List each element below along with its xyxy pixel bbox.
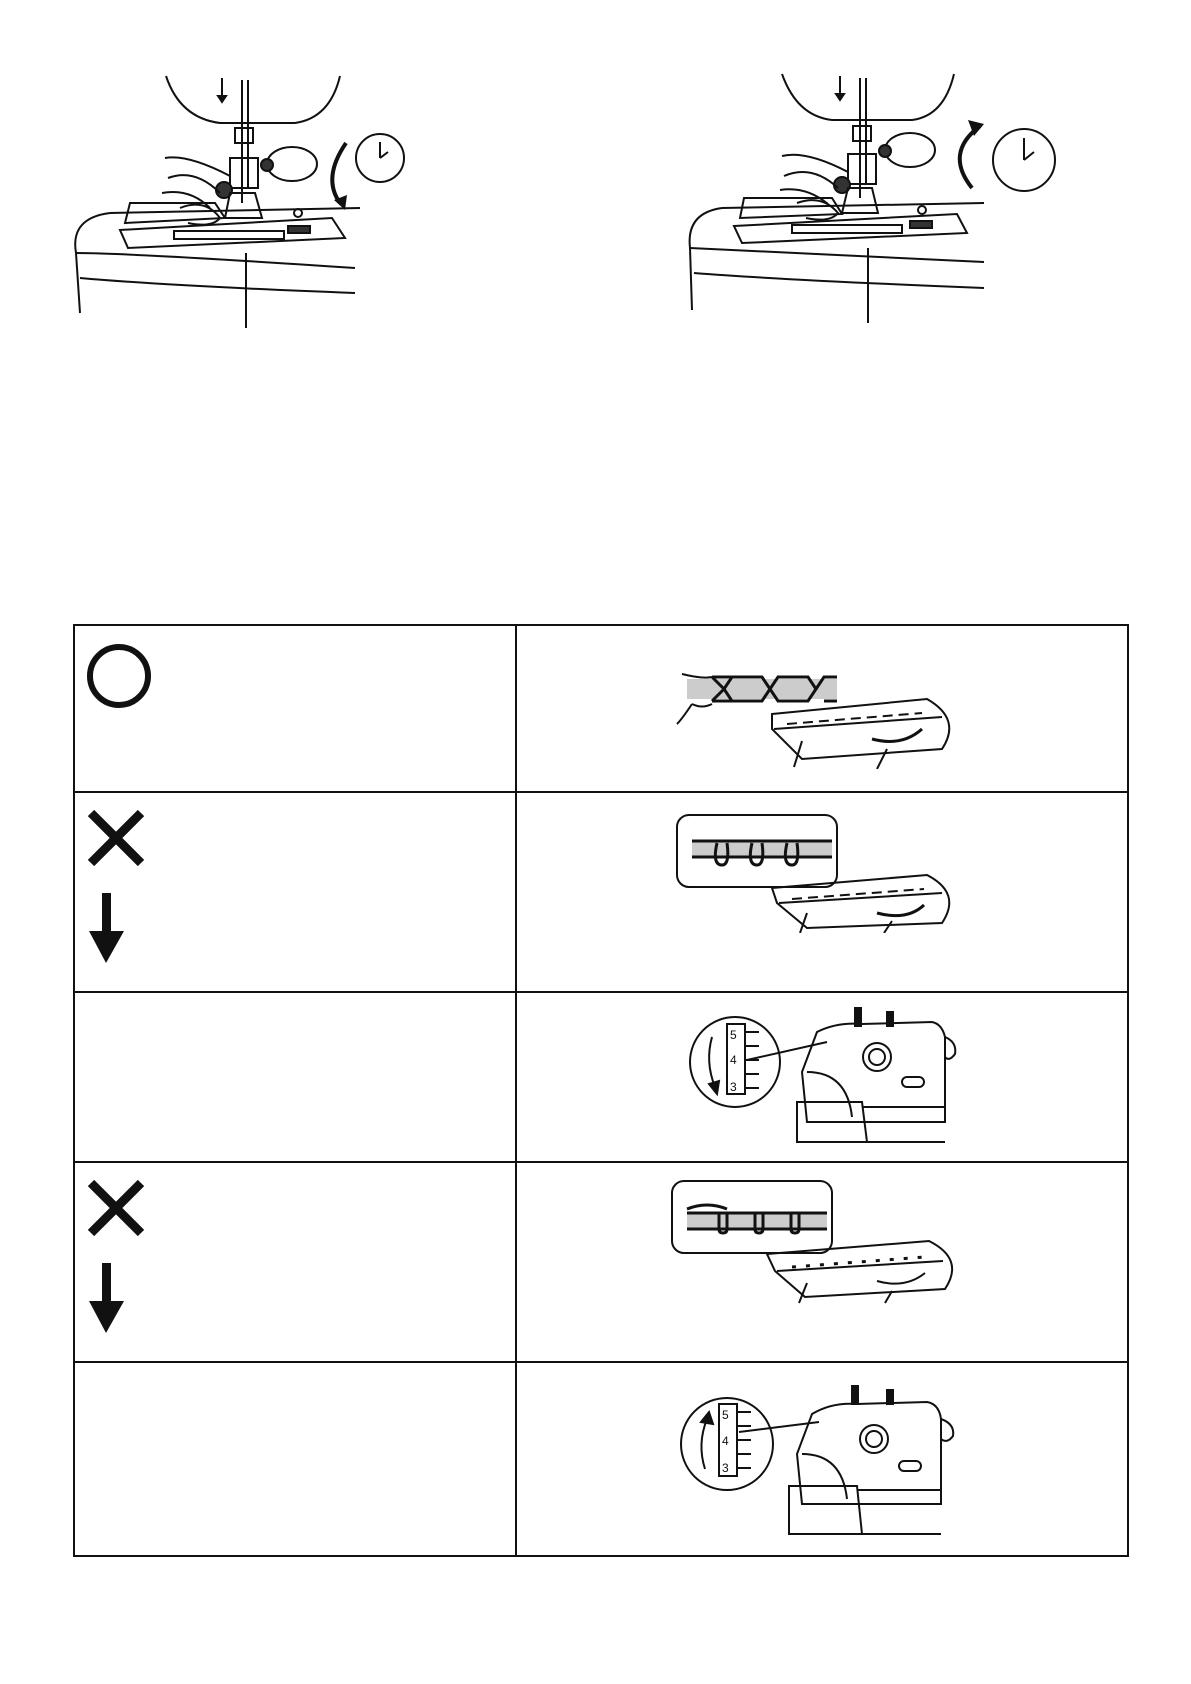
symbol-cell: [74, 1162, 516, 1362]
clock-icon: [356, 134, 404, 182]
illustration-cell: [516, 1362, 1128, 1556]
clock-icon: [993, 129, 1055, 191]
symbol-cell: [74, 1362, 516, 1556]
tension-table: [73, 624, 1129, 1557]
handwheel-away-figure: [672, 68, 1072, 328]
cross-wrong-icon: [85, 807, 149, 871]
symbol-cell: [74, 625, 516, 792]
dial-number: 4: [722, 1434, 729, 1448]
table-row: [74, 792, 1128, 992]
dial-number: 4: [730, 1053, 737, 1067]
illustration-cell: [516, 1162, 1128, 1362]
table-row: [74, 625, 1128, 792]
dial-number: 3: [730, 1080, 737, 1094]
table-row: [74, 1362, 1128, 1556]
tension-dial-increase-illustration: [677, 1374, 967, 1544]
circle-ok-icon: [85, 642, 155, 712]
tight-top-stitch-illustration: [667, 1179, 977, 1304]
table-row: [74, 1162, 1128, 1362]
tension-dial-decrease-illustration: [687, 1002, 957, 1152]
table-row: [74, 992, 1128, 1162]
dial-number: 3: [722, 1461, 729, 1475]
illustration-cell: [516, 625, 1128, 792]
dial-number: 5: [730, 1028, 737, 1042]
arrow-down-icon: [89, 893, 125, 963]
dial-number: 5: [722, 1408, 729, 1422]
cross-wrong-icon: [85, 1177, 149, 1241]
arrow-down-icon: [89, 1263, 125, 1333]
symbol-cell: [74, 792, 516, 992]
balanced-stitch-illustration: [672, 649, 972, 769]
illustration-cell: [516, 792, 1128, 992]
illustration-cell: [516, 992, 1128, 1162]
handwheel-toward-figure: [70, 68, 430, 338]
loose-bottom-stitch-illustration: [672, 813, 972, 933]
symbol-cell: [74, 992, 516, 1162]
